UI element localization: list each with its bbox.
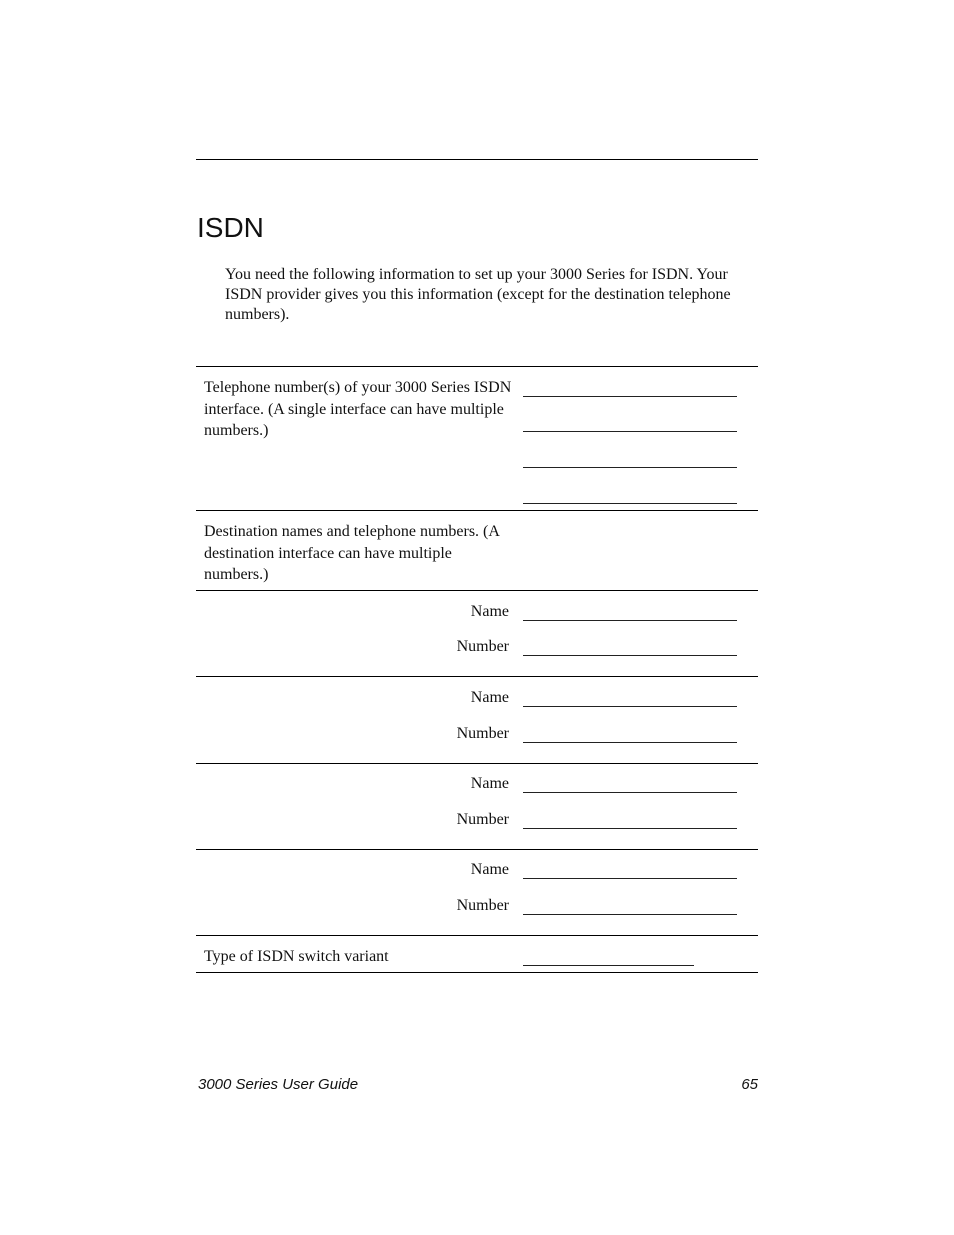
table-bottom-rule xyxy=(196,972,758,973)
destination-number-label: Number xyxy=(456,897,509,914)
table-row-rule xyxy=(196,590,758,591)
destination-number-field-3[interactable] xyxy=(523,828,737,829)
destination-name-field-1[interactable] xyxy=(523,620,737,621)
switch-variant-label: Type of ISDN switch variant xyxy=(204,948,389,965)
destination-name-label: Name xyxy=(470,689,509,706)
switch-variant-field[interactable] xyxy=(523,965,694,966)
footer-page-number: 65 xyxy=(741,1076,758,1093)
telephone-number-field-2[interactable] xyxy=(523,431,737,432)
destination-number-field-2[interactable] xyxy=(523,742,737,743)
header-rule xyxy=(196,159,758,160)
telephone-number-field-3[interactable] xyxy=(523,467,737,468)
destination-number-field-1[interactable] xyxy=(523,655,737,656)
table-row-rule xyxy=(196,935,758,936)
destination-name-field-3[interactable] xyxy=(523,792,737,793)
destination-label: Destination names and telephone numbers. (A destination interface can have multiple numbers.) xyxy=(204,523,500,583)
destination-number-label: Number xyxy=(456,638,509,655)
table-row-rule xyxy=(196,763,758,764)
telephone-number-field-1[interactable] xyxy=(523,396,737,397)
destination-number-label: Number xyxy=(456,811,509,828)
footer-guide-title: 3000 Series User Guide xyxy=(198,1076,359,1093)
destination-name-label: Name xyxy=(470,861,509,878)
destination-name-label: Name xyxy=(470,775,509,792)
destination-name-label: Name xyxy=(470,603,509,620)
telephone-number-field-4[interactable] xyxy=(523,503,737,504)
destination-name-field-4[interactable] xyxy=(523,878,737,879)
page-title: ISDN xyxy=(197,212,264,243)
destination-number-label: Number xyxy=(456,725,509,742)
telephone-numbers-label: Telephone number(s) of your 3000 Series ISDN interface. (A single interface can have multiple numbers.) xyxy=(204,379,512,439)
destination-name-field-2[interactable] xyxy=(523,706,737,707)
intro-paragraph: You need the following information to set up your 3000 Series for ISDN. Your ISDN provider gives you this information (except for the destination telephone numbers). xyxy=(225,266,731,323)
table-row-rule xyxy=(196,849,758,850)
destination-number-field-4[interactable] xyxy=(523,914,737,915)
table-row-rule xyxy=(196,676,758,677)
table-top-rule xyxy=(196,366,758,367)
table-row-rule xyxy=(196,510,758,511)
